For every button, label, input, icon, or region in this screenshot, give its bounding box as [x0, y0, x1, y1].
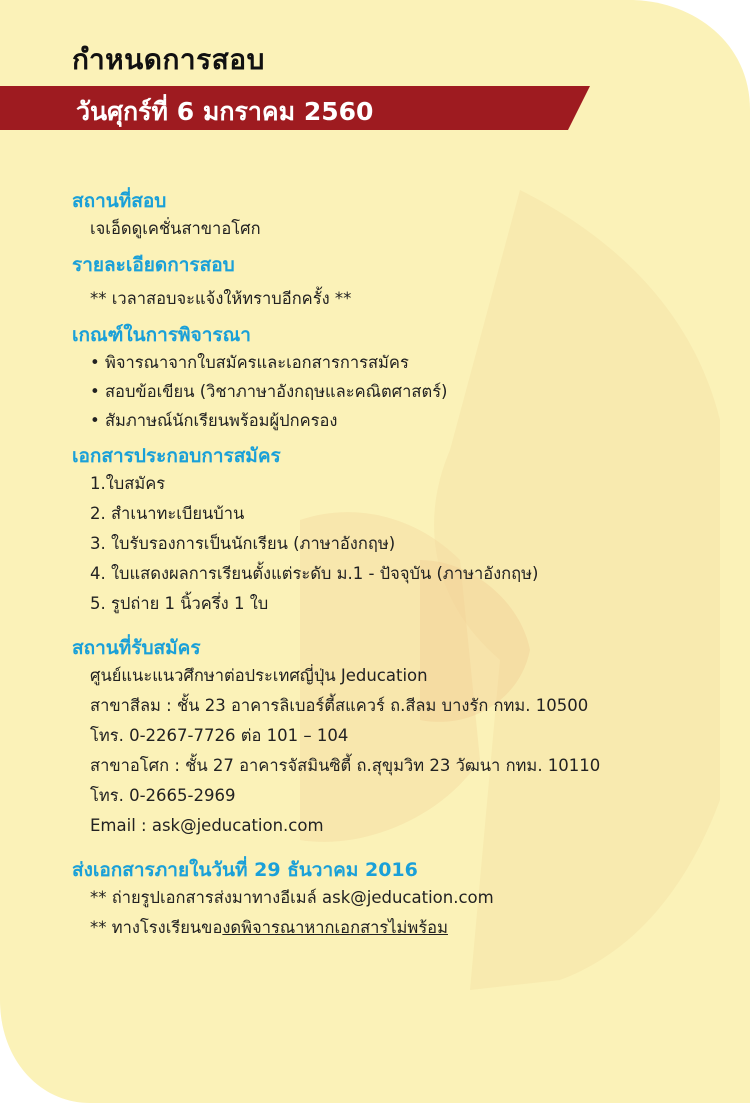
document-item: 4. ใบแสดงผลการเรียนตั้งแต่ระดับ ม.1 - ปัจจุบัน (ภาษาอังกฤษ): [90, 564, 539, 583]
criteria-item: • สอบข้อเขียน (วิชาภาษาอังกฤษและคณิตศาสตร์): [90, 382, 448, 401]
document-item: 2. สำเนาทะเบียนบ้าน: [90, 504, 245, 523]
criteria-item: • พิจารณาจากใบสมัครและเอกสารการสมัคร: [90, 353, 409, 372]
application-line: สาขาอโศก : ชั้น 27 อาคารจัสมินซิตี้ ถ.สุขุมวิท 23 วัฒนา กทม. 10110: [90, 756, 601, 775]
application-email: Email : ask@jeducation.com: [90, 816, 324, 835]
application-line: สาขาสีลม : ชั้น 23 อาคารลิเบอร์ตี้สแควร์ ถ.สีลม บางรัก กทม. 10500: [90, 696, 589, 715]
criteria-item: • สัมภาษณ์นักเรียนพร้อมผู้ปกครอง: [90, 411, 338, 430]
submission-line: ** ถ่ายรูปเอกสารส่งมาทางอีเมล์ ask@jeducation.com: [90, 888, 494, 907]
documents-heading: เอกสารประกอบการสมัคร: [72, 445, 281, 467]
submission-underlined-note: งดพิจารณาหากเอกสารไม่พร้อม: [222, 918, 448, 937]
document-item: 3. ใบรับรองการเป็นนักเรียน (ภาษาอังกฤษ): [90, 534, 396, 553]
submission-line-prefix: ** ทางโรงเรียนขอ: [90, 918, 223, 937]
criteria-heading: เกณฑ์ในการพิจารณา: [72, 324, 251, 346]
submission-heading: ส่งเอกสารภายในวันที่ 29 ธันวาคม 2016: [72, 859, 418, 881]
details-line: ** เวลาสอบจะแจ้งให้ทราบอีกครั้ง **: [90, 289, 352, 308]
venue-heading: สถานที่สอบ: [72, 190, 167, 212]
submission-line: [90, 913, 712, 943]
application-line: โทร. 0-2267-7726 ต่อ 101 – 104: [90, 726, 349, 745]
exam-date: วันศุกร์ที่ 6 มกราคม 2560: [76, 97, 374, 126]
document-item: 1.ใบสมัคร: [90, 474, 166, 493]
content-area: [72, 188, 712, 943]
application-heading: สถานที่รับสมัคร: [72, 637, 201, 659]
application-line: โทร. 0-2665-2969: [90, 786, 236, 805]
page-title: กำหนดการสอบ: [72, 43, 265, 76]
application-line: ศูนย์แนะแนวศึกษาต่อประเทศญี่ปุ่น Jeducation: [90, 666, 428, 685]
document-item: 5. รูปถ่าย 1 นิ้วครึ่ง 1 ใบ: [90, 594, 269, 613]
details-heading: รายละเอียดการสอบ: [72, 254, 235, 276]
venue-line: เจเอ็ดดูเคชั่นสาขาอโศก: [90, 219, 261, 238]
